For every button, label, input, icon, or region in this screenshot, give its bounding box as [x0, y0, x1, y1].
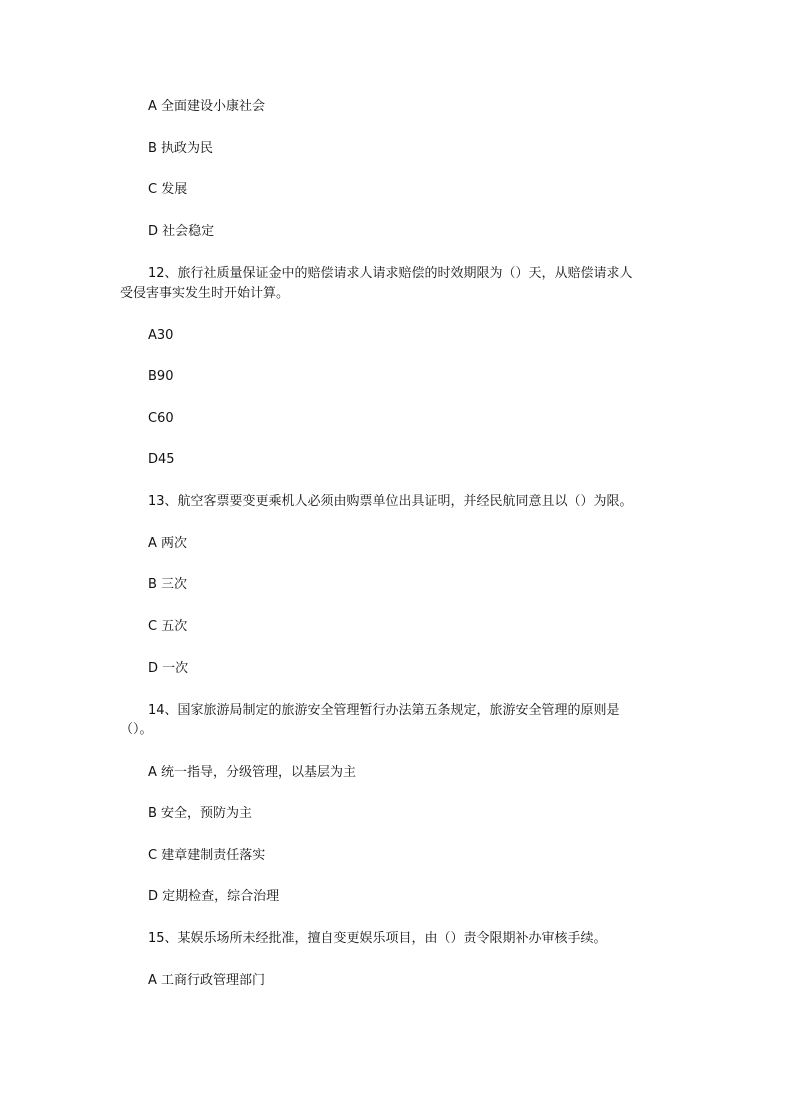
question-12: 12、旅行社质量保证金中的赔偿请求人请求赔偿的时效期限为（）天，从赔偿请求人 [148, 266, 633, 281]
option-d: D 定期检查，综合治理 [148, 889, 280, 904]
question-13: 13、航空客票要变更乘机人必须由购票单位出具证明，并经民航同意且以（）为限。 [148, 494, 633, 509]
option-d: D45 [148, 452, 175, 467]
option-c: C60 [148, 411, 174, 426]
option-b: B90 [148, 369, 174, 384]
question-14-continuation: （）。 [120, 722, 153, 737]
option-c: C 建章建制责任落实 [148, 848, 266, 863]
option-d: D 一次 [148, 661, 189, 676]
option-a: A 全面建设小康社会 [148, 99, 266, 114]
option-c: C 发展 [148, 182, 188, 197]
option-a: A 工商行政管理部门 [148, 973, 266, 988]
option-b: B 三次 [148, 577, 188, 592]
option-b: B 执政为民 [148, 141, 214, 156]
question-14: 14、国家旅游局制定的旅游安全管理暂行办法第五条规定，旅游安全管理的原则是 [148, 703, 620, 718]
option-a: A30 [148, 328, 174, 343]
option-c: C 五次 [148, 619, 188, 634]
option-b: B 安全，预防为主 [148, 806, 253, 821]
option-a: A 统一指导，分级管理，以基层为主 [148, 765, 357, 780]
question-15: 15、某娱乐场所未经批准，擅自变更娱乐项目，由（）责令限期补办审核手续。 [148, 931, 607, 946]
option-a: A 两次 [148, 536, 188, 551]
question-12-continuation: 受侵害事实发生时开始计算。 [120, 286, 290, 301]
option-d: D 社会稳定 [148, 224, 215, 239]
